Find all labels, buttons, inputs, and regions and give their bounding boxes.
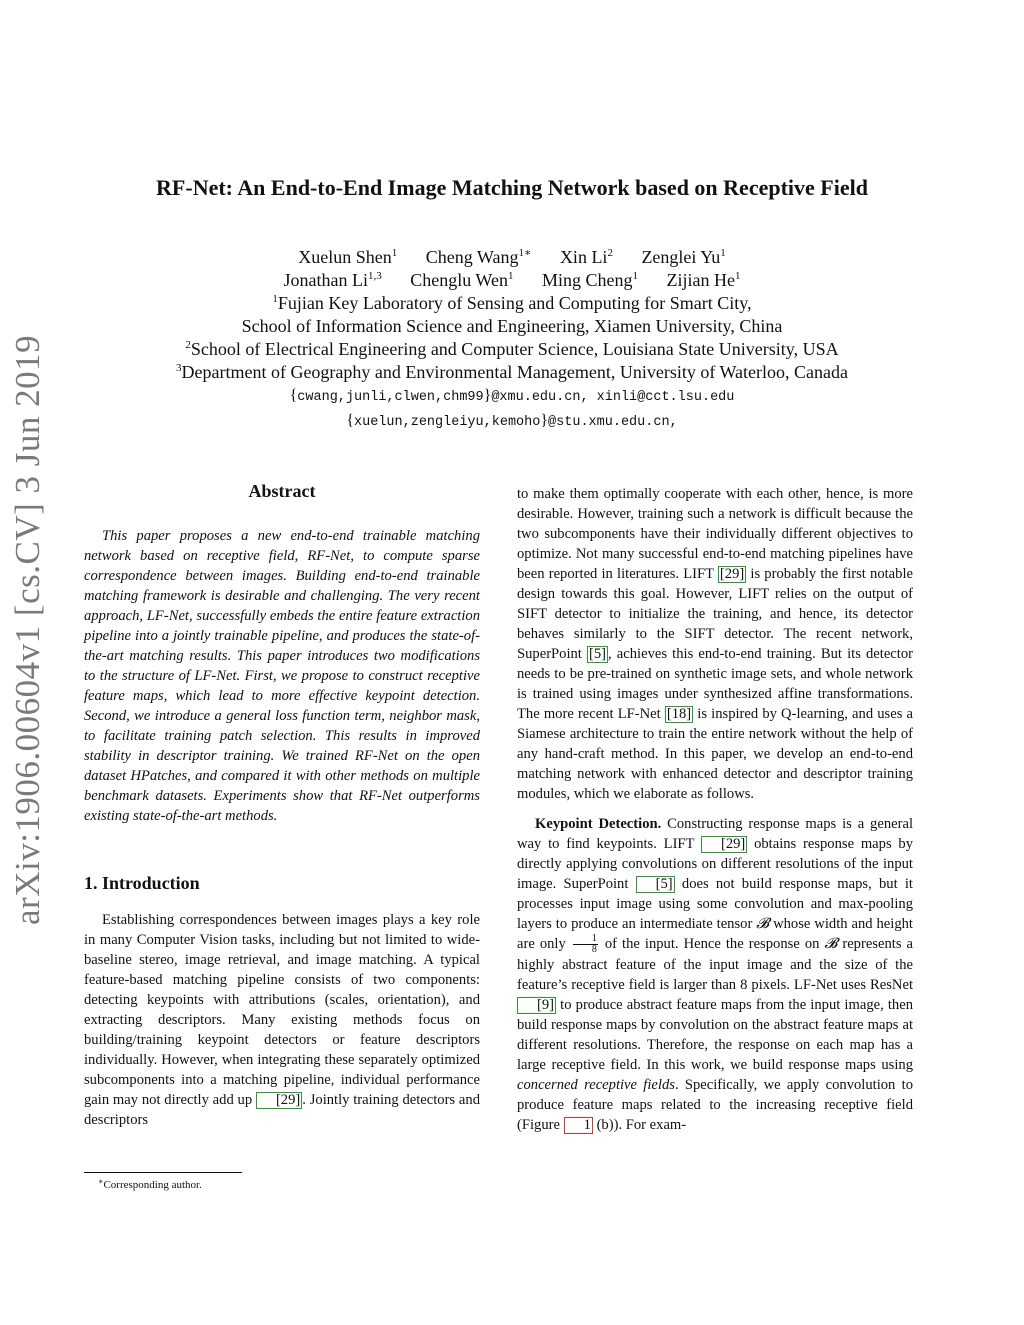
keypoint-detection-heading: Keypoint Detection. (535, 816, 662, 832)
introduction-heading: 1. Introduction (84, 873, 200, 893)
citation-link[interactable]: [5] (589, 646, 607, 662)
citation-link[interactable]: [29] (256, 1092, 302, 1109)
right-column (517, 484, 913, 1135)
author-row-2 (0, 269, 1024, 292)
introduction-paragraph: Establishing correspondences between images plays a key role in many Computer Vision tasks, including but not limited to wide-baseline stereo, image retrieval, and image matching. A typical feature-based matching pipeline consists of two components: detecting keypoints with attributions (scales, orientation), and extracting descriptors. Many existing methods focus on building/training keypoint detectors or feature descriptors individually. However, when integrating these separately optimized subcomponents into a matching pipeline, individual performance gain may not directly add up [29] . Jointly training detectors and descriptors (84, 912, 480, 1128)
paper-title: RF-Net: An End-to-End Image Matching Network based on Receptive Field (156, 175, 868, 200)
affiliation-1: $^1$Fujian Key Laboratory of Sensing and Computing for Smart City, (272, 293, 752, 313)
citation-link[interactable]: [9] (517, 997, 556, 1014)
figure-link[interactable]: 1 (564, 1117, 593, 1134)
author: Jonathan Li$^{1,3}$ (283, 270, 382, 290)
citation-link[interactable]: [18] (666, 706, 692, 722)
author: Xuelun Shen$^1$ (298, 247, 398, 267)
affiliation-2: $^2$School of Electrical Engineering and Computer Science, Louisiana State University, USA (185, 339, 839, 359)
author: Zijian He$^1$ (666, 270, 741, 290)
citation-link[interactable]: [5] (636, 876, 675, 893)
author-block (0, 246, 1024, 434)
intro-continued-paragraph: to make them optimally cooperate with each other, hence, is more desirable. However, training such a network is difficult because the two subcomponents have their individually different objectives to optimize. Not many successful end-to-end matching pipelines have been reported in literatures. LIFT [29] is probably the first notable design towards this goal. However, LIFT relies on the output of SIFT detector to initialize the training, and hence, its detector behaves similarly to the SIFT detector. The recent network, SuperPoint [5] , achieves this end-to-end training. But its detector needs to be pre-trained on synthetic image sets, and whole network is trained using images under synthesized affine transformations. The more recent LF-Net [18] is inspired by Q-learning, and uses a Siamese architecture to train the entire network without the help of any hand-craft method. In this paper, we develop an end-to-end matching network with enhanced detector and descriptor training modules, which we elaborate as follows. (517, 486, 913, 802)
email-line-1: {cwang,junli,clwen,chm99}@xmu.edu.cn, xinli@cct.lsu.edu (289, 387, 735, 405)
affiliation-3: $^3$Department of Geography and Environmental Management, University of Waterloo, Canada (175, 362, 848, 382)
left-column (84, 479, 480, 1130)
author: Cheng Wang$^{1∗}$ (425, 247, 532, 267)
author: Chenglu Wen$^1$ (410, 270, 514, 290)
arxiv-stamp: arXiv:1906.00604v1 [cs.CV] 3 Jun 2019 (8, 334, 47, 925)
emphasis: concerned receptive fields (517, 1077, 675, 1094)
email-line-2: {xuelun,zengleiyu,kemoho}@stu.xmu.edu.cn, (346, 412, 678, 430)
footnote: ∗Corresponding author. (98, 1177, 202, 1191)
fraction: $\frac{1}{8}$ (573, 934, 598, 955)
keypoint-detection-paragraph: Keypoint Detection. Constructing response maps is a general way to find keypoints. LIFT [29] obtains response maps by directly applying convolutions on different resolutions of the input image. SuperPoint [5] does not build response maps, but it processes input image using some convolution and max-pooling layers to produce an intermediate tensor 𝓑 whose width and height are only $\frac{1}{8}$ of the input. Hence the response on 𝓑 represents a highly abstract feature of the input image and the size of the feature’s receptive field is larger than 8 pixels. LF-Net uses ResNet [9] to produce abstract feature maps from the input image, then build response maps by convolution on the abstract feature maps at different resolutions. Therefore, the response on each map has a large receptive field. In this work, we build response maps using concerned receptive fields. Specifically, we apply convolution to produce feature maps related to the increasing receptive field (Figure 1 (b)). For exam- (517, 816, 914, 1134)
citation-link[interactable]: [29] (719, 566, 745, 582)
affiliation-1-line-2: School of Information Science and Engineering, Xiamen University, China (241, 316, 783, 336)
abstract-heading: Abstract (248, 481, 316, 501)
author-row-1 (0, 246, 1024, 269)
footnote-rule (84, 1172, 242, 1173)
citation-link[interactable]: [29] (701, 836, 747, 853)
author: Ming Cheng$^1$ (541, 270, 638, 290)
author: Zenglei Yu$^1$ (641, 247, 726, 267)
author: Xin Li$^2$ (559, 247, 613, 267)
tensor-symbol: 𝓑 (756, 916, 770, 932)
tensor-symbol: 𝓑 (824, 936, 838, 952)
abstract-text: This paper proposes a new end-to-end trainable matching network based on receptive field, RF-Net, to compute sparse correspondence between images. Building end-to-end trainable matching framework is desirable and challenging. The very recent approach, LF-Net, successfully embeds the entire feature extraction pipeline into a jointly trainable pipeline, and produces the state-of-the-art matching results. This paper introduces two modifications to the structure of LF-Net. First, we propose to construct receptive feature maps, which lead to more effective keypoint detection. Second, we introduce a general loss function term, neighbor mask, to facilitate training patch selection. This results in improved stability in descriptor training. We trained RF-Net on the open dataset HPatches, and compared it with other methods on multiple benchmark datasets. Experiments show that RF-Net outperforms existing state-of-the-art methods. (84, 528, 480, 824)
